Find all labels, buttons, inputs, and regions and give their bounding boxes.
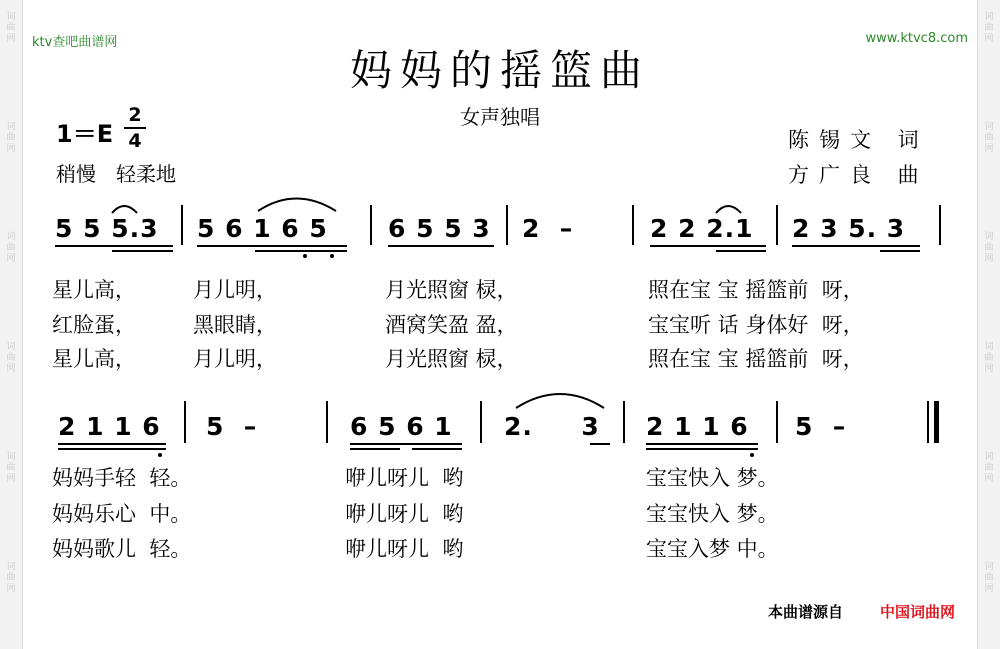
lyric-line: 照在宝 宝 摇篮前 呀，: [648, 278, 864, 302]
song-subtitle: 女声独唱: [460, 105, 540, 129]
low-octave-dot: [303, 254, 307, 258]
barline: [506, 205, 508, 245]
final-barline-thin: [927, 401, 929, 443]
lyric-line: 酒窝笑盈 盈，: [385, 313, 518, 337]
barline: [776, 205, 778, 245]
site-link-left[interactable]: ktv查吧曲谱网: [32, 35, 118, 50]
barline: [939, 205, 941, 245]
lyric-line: 妈妈歌儿 轻。: [52, 537, 192, 561]
song-title: 妈妈的摇篮曲: [349, 46, 650, 95]
lyric-line: 宝宝入梦 中。: [646, 537, 779, 561]
measure-7-notes: 2 1 1 6: [58, 412, 161, 441]
watermark-text: 词 曲 网: [984, 122, 994, 154]
beat-underline: [590, 443, 610, 445]
beat-underline: [58, 448, 166, 450]
beat-underline: [716, 250, 766, 252]
lyric-line: 宝宝快入 梦。: [646, 466, 779, 490]
lyric-line: 咿儿呀儿 哟: [345, 537, 464, 561]
measure-5-notes: 2 2 2.1: [650, 214, 754, 243]
beat-underline: [112, 250, 173, 252]
watermark-text: 词 曲 网: [6, 232, 16, 264]
lyric-line: 咿儿呀儿 哟: [345, 466, 464, 490]
watermark-text: 词 曲 网: [6, 12, 16, 44]
key-signature: 1＝E: [56, 120, 114, 148]
measure-3-notes: 6 5 5 3: [388, 214, 491, 243]
barline: [623, 401, 625, 443]
watermark-text: 词 曲 网: [984, 232, 994, 264]
watermark-text: 词 曲 网: [984, 452, 994, 484]
measure-1-notes: 5 5 5.3: [55, 214, 159, 243]
measure-4-notes: 2 –: [522, 214, 574, 243]
low-octave-dot: [330, 254, 334, 258]
measure-2-notes: 5 6 1 6 5: [197, 214, 328, 243]
beat-underline: [650, 245, 766, 247]
measure-9-notes: 6 5 6 1: [350, 412, 453, 441]
time-signature-bottom: 4: [128, 130, 142, 152]
measure-6-notes: 2 3 5. 3: [792, 214, 906, 243]
lyric-line: 月儿明，: [193, 278, 277, 302]
lyric-line: 妈妈手轻 轻。: [52, 466, 192, 490]
lyric-line: 红脸蛋，: [52, 313, 136, 337]
beat-underline: [646, 443, 758, 445]
watermark-text: 词 曲 网: [984, 562, 994, 594]
barline: [370, 205, 372, 245]
beat-underline: [792, 245, 920, 247]
lyric-line: 宝宝听 话 身体好 呀，: [648, 313, 864, 337]
beat-underline: [350, 443, 462, 445]
watermark-text: 词 曲 网: [984, 342, 994, 374]
barline: [632, 205, 634, 245]
lyricist-credit: 陈锡文 词: [788, 128, 929, 152]
beat-underline: [197, 245, 347, 247]
lyric-line: 月光照窗 棂，: [385, 347, 518, 371]
watermark-text: 词 曲 网: [6, 562, 16, 594]
watermark-text: 词 曲 网: [984, 12, 994, 44]
lyric-line: 黑眼睛，: [193, 313, 277, 337]
lyric-line: 宝宝快入 梦。: [646, 502, 779, 526]
beat-underline: [55, 245, 173, 247]
barline: [326, 401, 328, 443]
measure-8-notes: 5 –: [206, 412, 258, 441]
low-octave-dot: [750, 453, 754, 457]
lyric-line: 星儿高，: [52, 347, 136, 371]
beat-underline: [255, 250, 347, 252]
lyric-line: 月儿明，: [193, 347, 277, 371]
beat-underline: [350, 448, 400, 450]
barline: [181, 205, 183, 245]
beat-underline: [880, 250, 920, 252]
measure-12-notes: 5 –: [795, 412, 847, 441]
low-octave-dot: [158, 453, 162, 457]
watermark-text: 词 曲 网: [6, 342, 16, 374]
composer-credit: 方广良 曲: [788, 163, 929, 187]
lyric-line: 照在宝 宝 摇篮前 呀，: [648, 347, 864, 371]
barline: [776, 401, 778, 443]
measure-10-notes: 2. 3: [504, 412, 600, 441]
measure-11-notes: 2 1 1 6: [646, 412, 749, 441]
lyric-line: 星儿高，: [52, 278, 136, 302]
time-signature-top: 2: [128, 104, 142, 126]
lyric-line: 妈妈乐心 中。: [52, 502, 192, 526]
tempo-marking: 稍慢 轻柔地: [56, 162, 176, 186]
barline: [184, 401, 186, 443]
source-site-link[interactable]: 中国词曲网: [880, 603, 956, 621]
beat-underline: [412, 448, 462, 450]
site-link-right[interactable]: www.ktvc8.com: [865, 31, 968, 46]
final-barline-thick: [934, 401, 939, 443]
lyric-line: 咿儿呀儿 哟: [345, 502, 464, 526]
source-label: 本曲谱源自: [768, 603, 844, 621]
beat-underline: [646, 448, 758, 450]
barline: [480, 401, 482, 443]
beat-underline: [58, 443, 166, 445]
lyric-line: 月光照窗 棂，: [385, 278, 518, 302]
beat-underline: [388, 245, 494, 247]
watermark-text: 词 曲 网: [6, 122, 16, 154]
watermark-text: 词 曲 网: [6, 452, 16, 484]
